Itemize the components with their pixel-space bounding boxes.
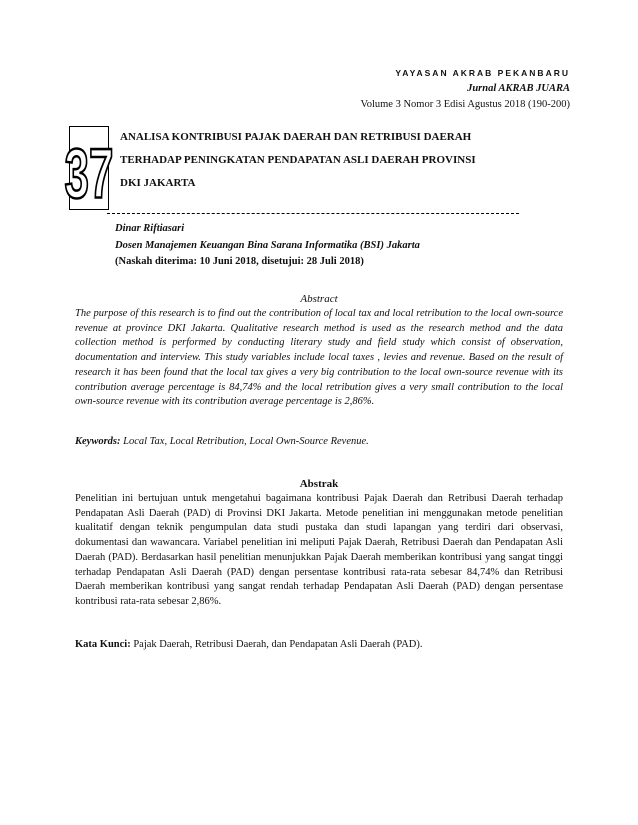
journal-volume: Volume 3 Nomor 3 Edisi Agustus 2018 (190-200) [360,99,570,110]
author-name: Dinar Riftiasari [115,223,185,234]
keywords-en-label: Keywords: [75,436,121,447]
article-number-graphic [64,127,114,213]
keywords-id-values: Pajak Daerah, Retribusi Daerah, dan Pendapatan Asli Daerah (PAD). [130,639,423,650]
manuscript-dates: (Naskah diterima: 10 Juni 2018, disetujui: 28 Juli 2018) [115,256,364,267]
article-title [120,126,580,195]
abstract-id-text: Penelitian ini bertujuan untuk mengetahui bagaimana kontribusi Pajak Daerah dan Retribusi Daerah terhadap Pendapatan Asli Daerah (PAD) di Provinsi DKI Jakarta. Metode penelitian ini menggunakan metode penelitian kualitatif dengan teknik pengumpulan data studi pustaka dan studi lapangan yang terdiri dari observasi, dokumentasi dan wawancara. Variabel penelitian ini meliputi Pajak Daerah, Retribusi Daerah dan Pendapatan Asli Daerah (PAD). Berdasarkan hasil penelitian menunjukkan Pajak Daerah memberikan kontribusi yang sangat tinggi terhadap Pendapatan Asli Daerah (PAD) dengan persentase kontribusi rata-rata sebesar 84,74% dan Retribusi Daerah memberikan kontribusi yang sangat rendah terhadap Pendapatan Asli Daerah (PAD) dengan persentase kontribusi rata-rata sebesar 2,86%. [75,493,563,607]
keywords-en [75,435,563,450]
article-number-box [64,126,114,213]
title-line: ANALISA KONTRIBUSI PAJAK DAERAH DAN RETRIBUSI DAERAH [120,131,472,143]
keywords-id-label: Kata Kunci: [75,639,131,650]
title-line: TERHADAP PENINGKATAN PENDAPATAN ASLI DAERAH PROVINSI [120,154,476,166]
keywords-id [75,638,563,653]
publisher-name: YAYASAN AKRAB PEKANBARU [395,68,570,78]
abstract-en-heading: Abstract [300,293,338,305]
article-number: 37 [64,135,114,213]
separator-rule [107,213,519,214]
journal-name: Jurnal AKRAB JUARA [467,83,570,94]
abstract-en-text: The purpose of this research is to find out the contribution of local tax and local retribution to the local own-source revenue at province DKI Jakarta. Qualitative research method is used as the research method and the data collection method is performed by conducting literary study and field study which consist of observation, documentation and interview. This study variables include local taxes , levies and revenue. Based on the result of research it has been found that the local tax gives a very big contribution to the local own-source revenue with its contribution average percentage is 84,74% and the local retribution gives a very small contribution to the local own-source revenue with its contribution average percentage is 2,86%. [75,308,563,408]
author-affiliation: Dosen Manajemen Keuangan Bina Sarana Informatika (BSI) Jakarta [115,239,420,251]
abstract-id-heading: Abstrak [299,478,339,490]
keywords-en-values: Local Tax, Local Retribution, Local Own-Source Revenue. [120,436,369,447]
author-block [115,221,420,271]
title-line: DKI JAKARTA [120,177,196,189]
